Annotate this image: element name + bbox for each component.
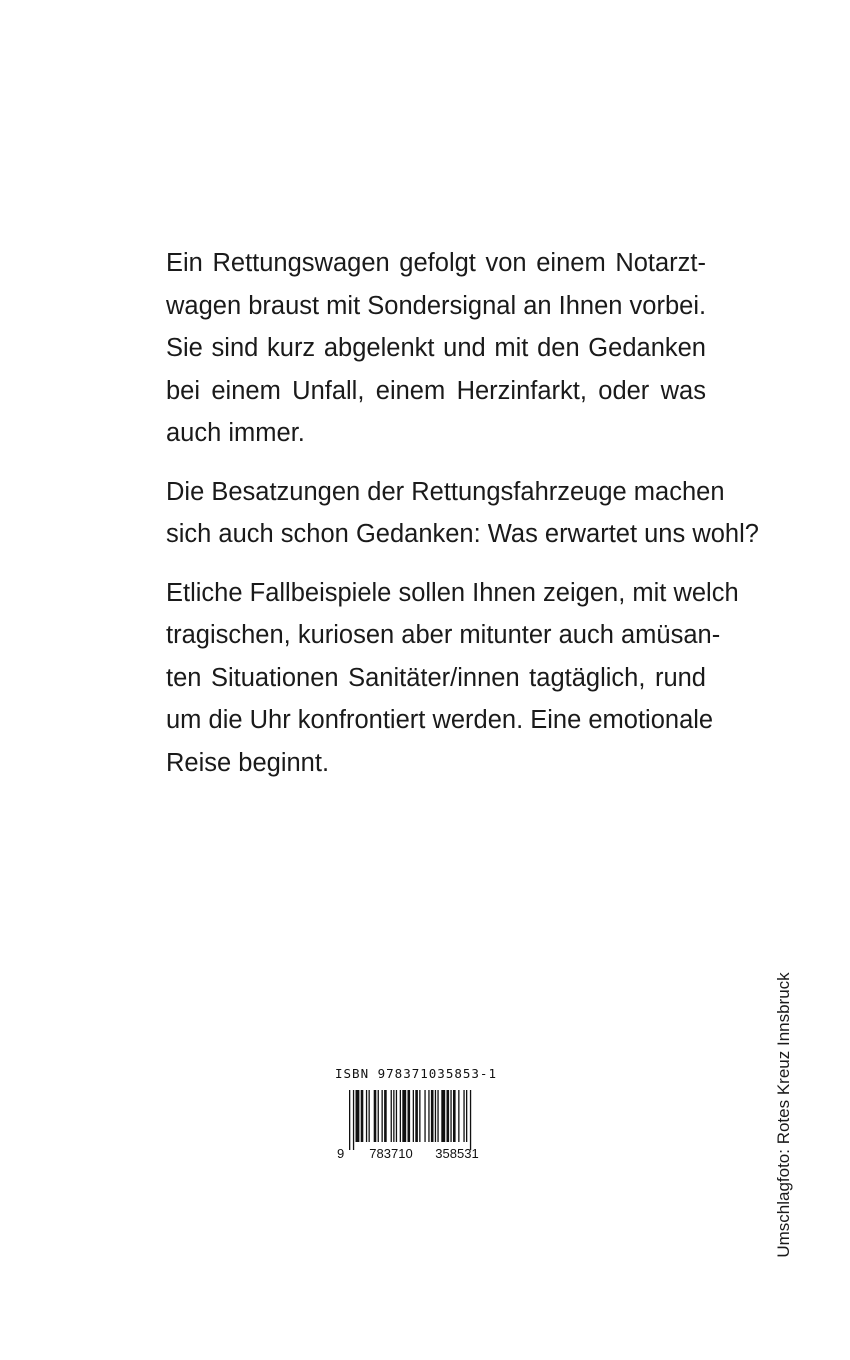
blurb-text <box>166 242 759 784</box>
barcode-bar <box>391 1090 392 1142</box>
photo-credit-text: Umschlagfoto: Rotes Kreuz Innsbruck <box>774 972 793 1258</box>
barcode-bar <box>408 1090 411 1142</box>
text-line: tragischen, kuriosen aber mitunter auch amüsan- <box>166 621 721 649</box>
barcode-bar <box>382 1090 383 1142</box>
barcode-bar <box>353 1090 354 1150</box>
barcode-bar <box>396 1090 397 1142</box>
barcode-digits-right: 358531 <box>435 1146 479 1161</box>
barcode-bar <box>378 1090 379 1142</box>
barcode-bar <box>458 1090 459 1142</box>
text-line: Sie sind kurz abgelenkt und mit den Gedanken <box>166 334 706 362</box>
blurb-paragraph-3 <box>166 572 739 785</box>
barcode-bar <box>435 1090 436 1142</box>
barcode-bar <box>361 1090 364 1142</box>
barcode-graphic <box>335 1090 505 1162</box>
text-line: Reise beginnt. <box>166 748 330 777</box>
barcode-bar <box>463 1090 464 1142</box>
blurb-paragraph-1 <box>166 242 706 455</box>
text-line: ten Situationen Sanitäter/innen tagtäglich, rund <box>166 663 706 692</box>
barcode-bar <box>356 1090 360 1142</box>
text-line: auch immer. <box>166 419 305 447</box>
barcode-bar <box>437 1090 438 1142</box>
text-line: um die Uhr konfrontiert werden. Eine emotionale <box>166 706 714 734</box>
barcode-bar <box>402 1090 406 1142</box>
barcode-bar <box>424 1090 425 1142</box>
barcode-bar <box>374 1090 377 1142</box>
barcode-bar <box>450 1090 451 1142</box>
text-line: sich auch schon Gedanken: Was erwartet uns wohl? <box>166 520 759 548</box>
barcode-bar <box>428 1090 429 1142</box>
photo-credit <box>770 958 798 1272</box>
text-line: bei einem Unfall, einem Herzinfarkt, oder was <box>166 376 706 405</box>
blurb-paragraph-2 <box>166 471 759 556</box>
isbn-barcode <box>335 1066 505 1166</box>
barcode-bar <box>393 1090 394 1142</box>
barcode-bar <box>431 1090 434 1142</box>
barcode-bar <box>415 1090 418 1142</box>
barcode-bar <box>419 1090 420 1142</box>
text-line: Ein Rettungswagen gefolgt von einem Notarzt- <box>166 249 706 277</box>
barcode-bar <box>470 1090 471 1150</box>
barcode-bar <box>466 1090 467 1142</box>
barcode-bar <box>366 1090 367 1142</box>
barcode-digits-left: 783710 <box>369 1146 413 1161</box>
barcode-bar <box>384 1090 387 1142</box>
barcode-bar <box>413 1090 414 1142</box>
text-line: Die Besatzungen der Rettungsfahrzeuge machen <box>166 477 725 506</box>
barcode-bar <box>453 1090 456 1142</box>
text-line: wagen braust mit Sondersignal an Ihnen vorbei. <box>166 291 707 320</box>
isbn-label: ISBN 978371035853-1 <box>335 1066 497 1081</box>
barcode-digit-first: 9 <box>337 1146 345 1161</box>
barcode-bar <box>447 1090 450 1142</box>
barcode-bar <box>441 1090 445 1142</box>
barcode-bar <box>369 1090 370 1142</box>
text-line: Etliche Fallbeispiele sollen Ihnen zeigen, mit welch <box>166 578 739 607</box>
barcode-bar <box>349 1090 350 1150</box>
barcode-bar <box>400 1090 401 1142</box>
